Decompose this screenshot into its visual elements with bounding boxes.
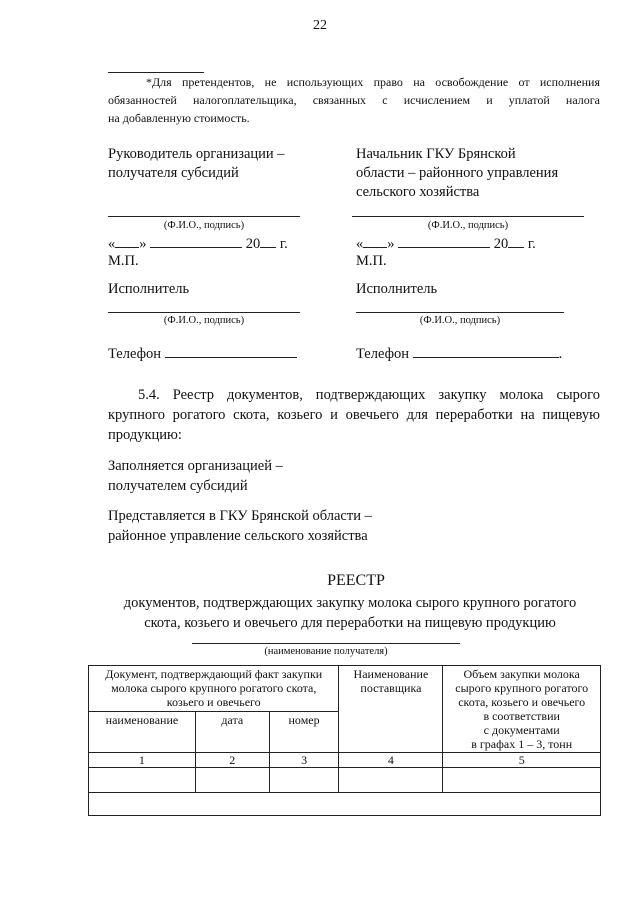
left-executor-line <box>108 312 300 313</box>
table-total-cell <box>89 793 601 816</box>
right-date-close-quote: » <box>387 236 395 252</box>
header-name: наименование <box>89 711 196 752</box>
right-stamp: М.П. <box>356 253 387 269</box>
register-subtitle <box>80 593 620 633</box>
left-day-blank <box>115 235 139 248</box>
footnote-line-2: обязанностей налогоплательщика, связанных с исчислением и уплатой налога <box>108 93 600 107</box>
left-executor-caption: (Ф.И.О., подпись) <box>163 315 245 326</box>
header-number: номер <box>269 711 339 752</box>
left-signature-caption: (Ф.И.О., подпись) <box>163 220 245 231</box>
table-cell <box>443 768 601 793</box>
left-year-prefix: 20 <box>245 236 261 252</box>
section-heading-line-1: 5.4. Реестр документов, подтверждающих закупку молока сырого <box>138 387 600 403</box>
section-heading-line-3: продукцию: <box>108 427 182 443</box>
filled-by-line-2: получателем субсидий <box>108 478 248 494</box>
left-phone <box>108 345 297 364</box>
left-year-blank <box>260 235 276 248</box>
right-phone-blank <box>413 345 559 358</box>
left-year-suffix: г. <box>279 236 288 252</box>
left-phone-label: Телефон <box>108 346 161 362</box>
header-document-group: Документ, подтверждающий факт закупки молока сырого крупного рогатого скота, козьего и овечьего <box>89 666 339 712</box>
footnote-line-1: *Для претендентов, не использующих право на освобождение от исполнения <box>146 75 600 89</box>
submitted-to-line-1: Представляется в ГКУ Брянской области – <box>108 508 372 524</box>
right-title-line-2: области – районного управления <box>356 165 559 181</box>
left-date-open-quote: « <box>108 236 116 252</box>
table-row <box>89 793 601 816</box>
right-day-blank <box>363 235 387 248</box>
left-title-line-2: получателя субсидий <box>108 165 239 181</box>
header-supplier: Наименование поставщика <box>339 666 443 753</box>
right-executor-caption: (Ф.И.О., подпись) <box>419 315 501 326</box>
left-executor-label: Исполнитель <box>108 281 190 297</box>
header-date: дата <box>195 711 269 752</box>
page-number: 22 <box>313 18 327 33</box>
column-number: 5 <box>443 753 601 768</box>
table-column-numbers <box>89 753 601 768</box>
header-volume: Объем закупки молока сырого крупного рогатого скота, козьего и овечьего в соответствии с документами в графах 1 – 3, тонн <box>443 666 601 753</box>
left-stamp: М.П. <box>108 253 139 269</box>
register-table <box>88 665 601 816</box>
right-executor-line <box>356 312 564 313</box>
submitted-to-line-2: районное управление сельского хозяйства <box>108 528 368 544</box>
right-title-line-3: сельского хозяйства <box>356 184 480 200</box>
table-cell <box>89 768 196 793</box>
register-title: РЕЕСТР <box>327 572 385 589</box>
table-cell <box>195 768 269 793</box>
right-executor-label: Исполнитель <box>356 281 438 297</box>
left-phone-blank <box>165 345 297 358</box>
right-title-line-1: Начальник ГКУ Брянской <box>356 146 516 162</box>
right-year-blank <box>508 235 524 248</box>
submitted-to <box>108 506 600 546</box>
right-phone <box>356 345 562 364</box>
right-month-blank <box>398 235 490 248</box>
right-date-open-quote: « <box>356 236 364 252</box>
column-number: 4 <box>339 753 443 768</box>
left-month-blank <box>150 235 242 248</box>
column-number: 2 <box>195 753 269 768</box>
right-year-prefix: 20 <box>493 236 509 252</box>
register-subtitle-line-1: документов, подтверждающих закупку молока сырого крупного рогатого <box>123 595 577 611</box>
register-subtitle-line-2: скота, козьего и овечьего для переработки на пищевую продукцию <box>144 615 556 631</box>
filled-by <box>108 456 600 496</box>
footnote-line-3: на добавленную стоимость. <box>108 111 250 125</box>
right-phone-label: Телефон <box>356 346 409 362</box>
filled-by-line-1: Заполняется организацией – <box>108 458 283 474</box>
recipient-line <box>192 643 460 644</box>
column-number: 3 <box>269 753 339 768</box>
table-cell <box>269 768 339 793</box>
table-cell <box>339 768 443 793</box>
table-row <box>89 768 601 793</box>
section-heading-line-2: крупного рогатого скота, козьего и овечьего для переработки на пищевую <box>108 407 600 423</box>
table-header-row-1 <box>89 666 601 712</box>
right-signature-caption: (Ф.И.О., подпись) <box>427 220 509 231</box>
right-signature-line <box>352 216 584 217</box>
section-heading <box>108 385 600 445</box>
recipient-caption: (наименование получателя) <box>264 646 388 657</box>
left-date-close-quote: » <box>139 236 147 252</box>
column-number: 1 <box>89 753 196 768</box>
left-signature-line <box>108 216 300 217</box>
left-title-line-1: Руководитель организации – <box>108 146 285 162</box>
right-phone-end: . <box>558 346 563 362</box>
footnote <box>108 73 600 127</box>
right-year-suffix: г. <box>527 236 536 252</box>
